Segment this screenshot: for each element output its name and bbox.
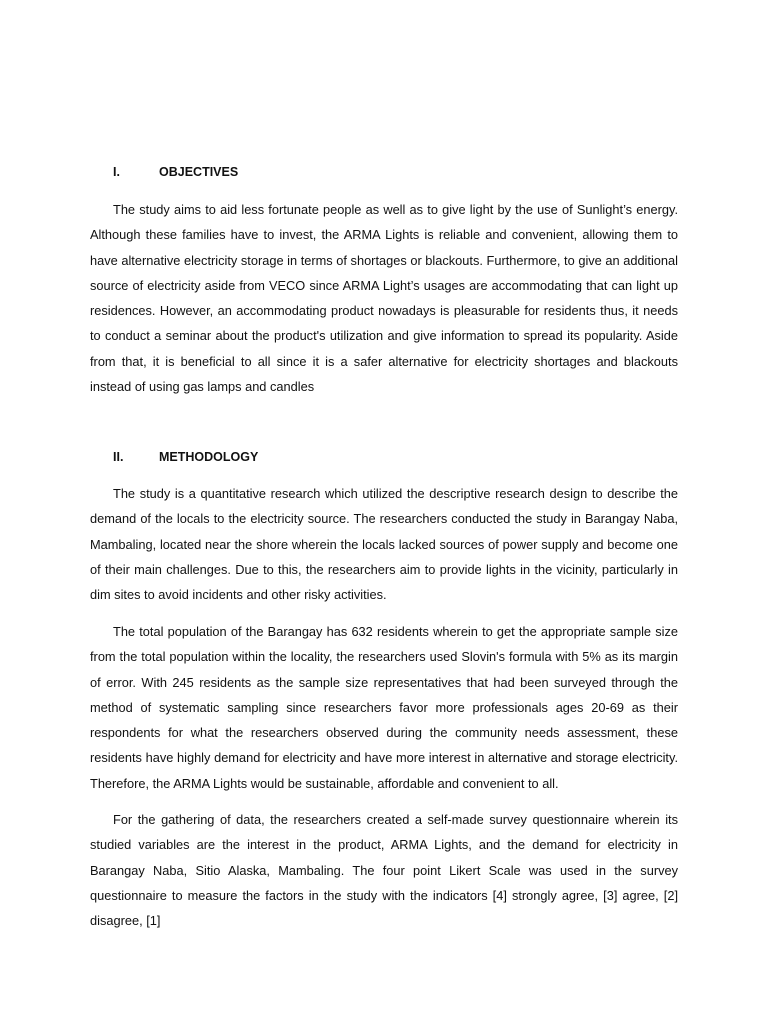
section-title: OBJECTIVES	[159, 165, 239, 179]
section-heading-methodology	[113, 450, 258, 464]
section-title: METHODOLOGY	[159, 450, 259, 464]
section-number: I.	[113, 165, 120, 179]
methodology-paragraph-1: The study is a quantitative research which utilized the descriptive research design to describe the demand of the locals to the electricity source. The researchers conducted the study in Barangay Naba, Mambaling, located near the shore wherein the locals lacked sources of power supply and become one of their main challenges. Due to this, the researchers aim to provide lights in the vicinity, particularly in dim sites to avoid incidents and other risky activities.	[90, 486, 678, 603]
objectives-paragraph: The study aims to aid less fortunate people as well as to give light by the use of Sunlight’s energy. Although these families have to invest, the ARMA Lights is reliable and convenient, allowing them to have alternative electricity storage in terms of shortages or blackouts. Furthermore, to give an additional source of electricity aside from VECO since ARMA Light’s usages are accommodating that can light up residences. However, an accommodating product nowadays is pleasurable for residents thus, it needs to conduct a seminar about the product's utilization and give information to spread its popularity. Aside from that, it is beneficial to all since it is a safer alternative for electricity shortages and blackouts instead of using gas lamps and candles	[90, 202, 678, 395]
methodology-paragraph-3: For the gathering of data, the researchers created a self-made survey questionnaire wherein its studied variables are the interest in the product, ARMA Lights, and the demand for electricity in Barangay Naba, Sitio Alaska, Mambaling. The four point Likert Scale was used in the survey questionnaire to measure the factors in the study with the indicators [4] strongly agree, [3] agree, [2] disagree, [1]	[90, 812, 678, 929]
methodology-paragraph-2: The total population of the Barangay has 632 residents wherein to get the appropriate sample size from the total population within the locality, the researchers used Slovin's formula with 5% as its margin of error. With 245 residents as the sample size representatives that had been surveyed through the method of systematic sampling since researchers favor more professionals ages 20-69 as their respondents for what the researchers observed during the community needs assessment, these residents have highly demand for electricity and have more interest in alternative and storage electricity. Therefore, the ARMA Lights would be sustainable, affordable and convenient to all.	[90, 624, 678, 791]
section-number: II.	[113, 450, 124, 464]
section-heading-objectives	[113, 165, 238, 179]
